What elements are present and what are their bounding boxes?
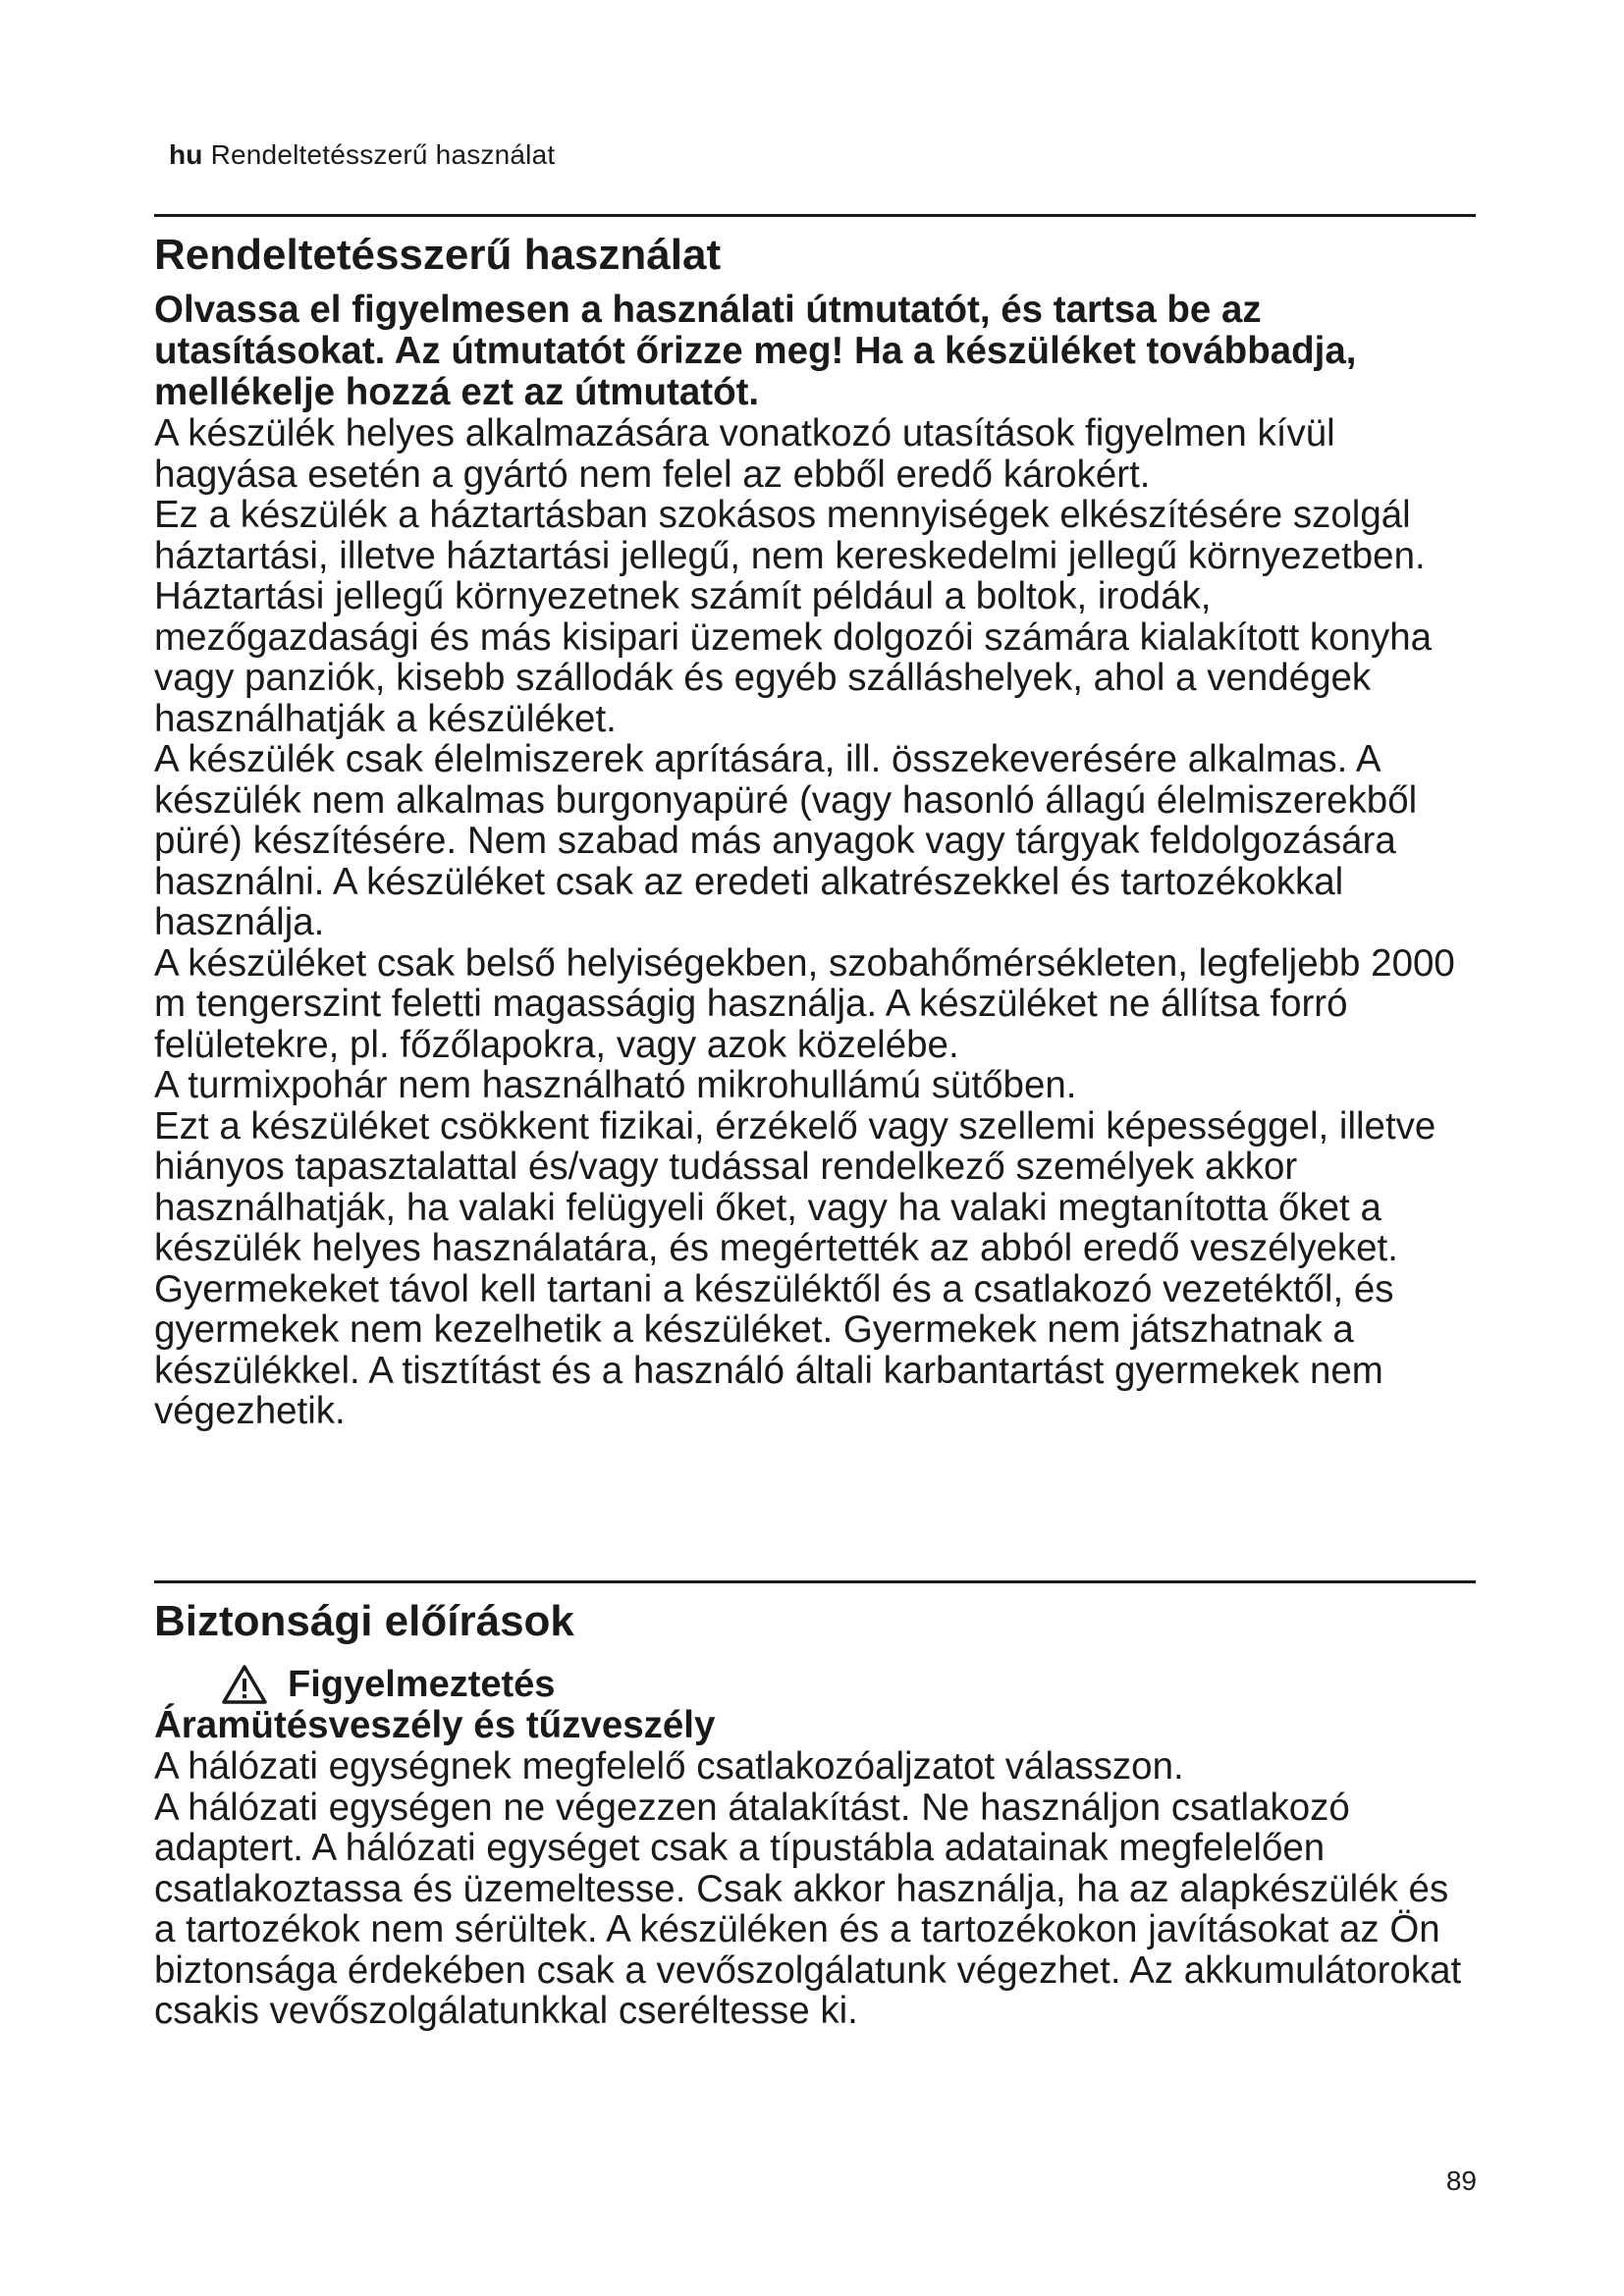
- section-rule: [154, 214, 1476, 217]
- section-safety: [154, 1580, 1476, 2032]
- section-rule: [154, 1580, 1476, 1583]
- warning-triangle-icon: [221, 1664, 268, 1705]
- running-header: [169, 139, 555, 171]
- hazard-title: Áramütésveszély és tűzveszély: [154, 1704, 716, 1746]
- paragraph: A hálózati egységnek megfelelő csatlakozóaljzatot válasszon.: [154, 1745, 1184, 1788]
- paragraph: A készüléket csak belső helyiségekben, szobahőmérsékleten, legfeljebb 2000 m tengerszint feletti magasságig használja. A készüléket ne állítsa forró felületekre, pl. főzőlapokra, vagy azok közelébe.: [154, 941, 1455, 1066]
- section-title: Biztonsági előírások: [154, 1597, 574, 1645]
- paragraph: A készülék csak élelmiszerek aprítására, ill. összekeverésére alkalmas. A készülék nem alkalmas burgonyapüré (vagy hasonló állagú élelmiszerekből püré) készítésére. Nem szabad más anyagok vagy tárgyak feldolgozására használni. A készüléket csak az eredeti alkatrészekkel és tartozékokkal használja.: [154, 738, 1418, 943]
- section-body: [154, 413, 1476, 1432]
- section-title: Rendeltetésszerű használat: [154, 231, 722, 279]
- paragraph: A hálózati egységen ne végezzen átalakítást. Ne használjon csatlakozó adaptert. A hálózati egységet csak a típustábla adatainak megfelelően csatlakoztassa és üzemeltesse. Csak akkor használja, ha az alapkészülék és a tartozékok nem sérültek. A készüléken és a tartozékokon javításokat az Ön biztonsága érdekében csak a vevőszolgálatunk végezhet. Az akkumulátorokat csakis vevőszolgálatunkkal cseréltesse ki.: [154, 1786, 1462, 2032]
- warning-label: Figyelmeztetés: [288, 1664, 556, 1705]
- paragraph: A turmixpohár nem használható mikrohullámú sütőben.: [154, 1064, 1077, 1106]
- section-body: [154, 1746, 1476, 2032]
- paragraph: Ez a készülék a háztartásban szokásos mennyiségek elkészítésére szolgál háztartási, illetve háztartási jellegű, nem kereskedelmi jellegű környezetben. Háztartási jellegű környezetnek számít például a boltok, irodák, mezőgazdasági és más kisipari üzemek dolgozói számára kialakított konyha vagy panziók, kisebb szállodák és egyéb szálláshelyek, ahol a vendégek használhatják a készüléket.: [154, 494, 1433, 740]
- paragraph: A készülék helyes alkalmazására vonatkozó utasítások figyelmen kívül hagyása esetén a gyártó nem felel az ebből eredő károkért.: [154, 412, 1335, 496]
- warning-heading: [221, 1664, 1476, 1705]
- lead-paragraph: Olvassa el figyelmesen a használati útmutatót, és tartsa be az utasításokat. Az útmutatót őrizze meg! Ha a készüléket továbbadja, mellékelje hozzá ezt az útmutatót.: [154, 289, 1357, 413]
- language-code: hu: [169, 139, 203, 170]
- page-number: 89: [1445, 2165, 1477, 2196]
- paragraph: Ezt a készüléket csökkent fizikai, érzékelő vagy szellemi képességgel, illetve hiányos tapasztalattal és/vagy tudással rendelkező személyek akkor használhatják, ha valaki felügyeli őket, vagy ha valaki megtanította őket a készülék helyes használatára, és megértették az abból eredő veszélyeket. Gyermekeket távol kell tartani a készüléktől és a csatlakozó vezetéktől, és gyermekek nem kezelhetik a készüléket. Gyermekek nem játszhatnak a készülékkel. A tisztítást és a használó általi karbantartást gyermekek nem végezhetik.: [154, 1104, 1436, 1432]
- running-title: Rendeltetésszerű használat: [210, 139, 556, 170]
- section-intended-use: [154, 214, 1476, 1432]
